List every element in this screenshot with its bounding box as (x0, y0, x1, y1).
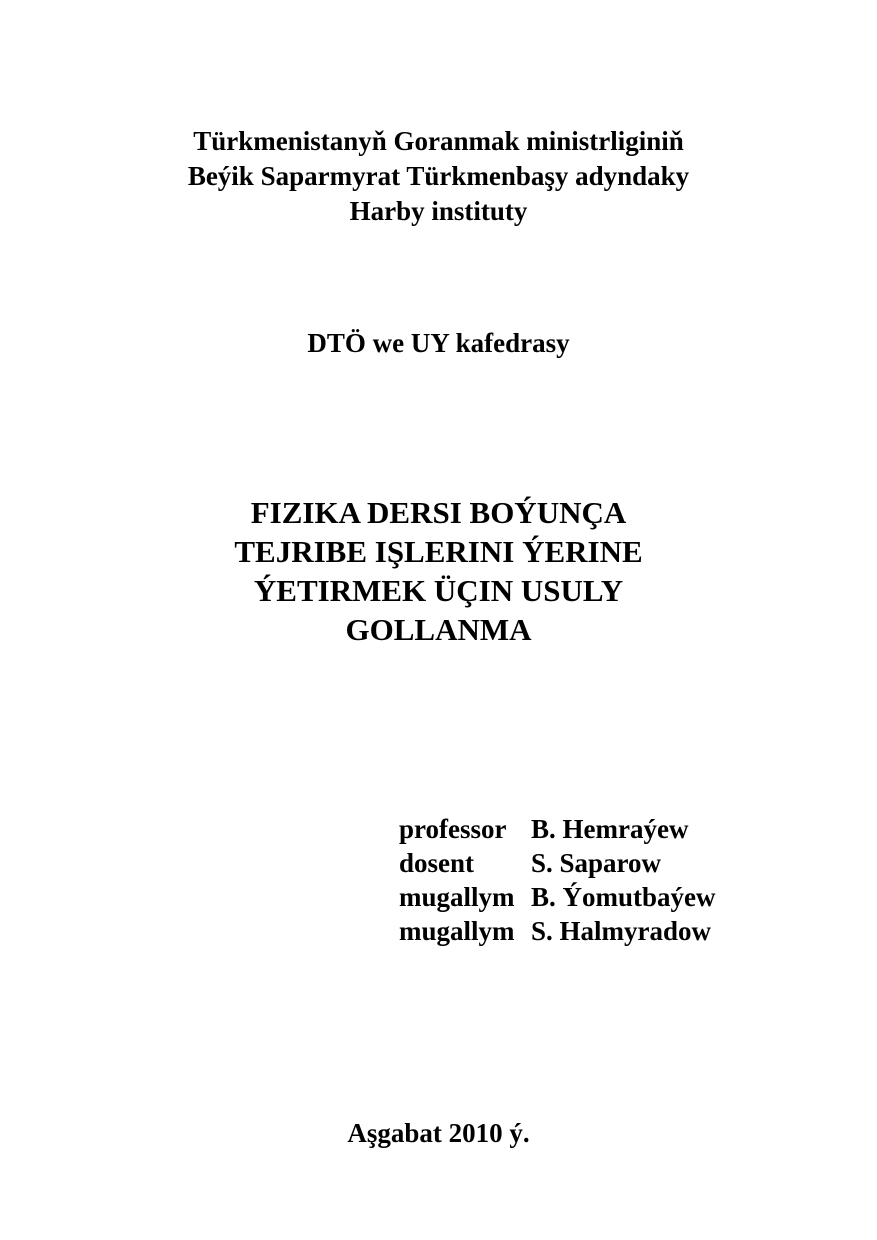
title-line: ÝETIRMEK ÜÇIN USULY (253, 573, 624, 608)
author-row (399, 846, 716, 880)
institution-line: Türkmenistanyň Goranmak ministrliginiň (193, 126, 684, 156)
author-row (399, 812, 716, 846)
author-name: S. Saparow (531, 848, 662, 878)
place-and-year: Aşgabat 2010 ý. (347, 1118, 530, 1148)
institution-line: Harby instituty (349, 196, 528, 226)
author-role: mugallym (399, 916, 515, 946)
institution-heading (0, 124, 877, 229)
author-role: mugallym (399, 882, 515, 912)
author-row (399, 880, 716, 914)
title-line: TEJRIBE IŞLERINI ÝERINE (234, 534, 643, 569)
author-role: professor (399, 814, 507, 844)
author-row (399, 914, 716, 948)
author-role: dosent (399, 848, 475, 878)
title-line: GOLLANMA (345, 612, 532, 647)
author-name: B. Hemraýew (531, 814, 689, 844)
institution-line: Beýik Saparmyrat Türkmenbaşy adyndaky (187, 161, 690, 191)
title-line: FIZIKA DERSI BOÝUNÇA (250, 495, 627, 530)
department-name: DTÖ we UY kafedrasy (307, 328, 570, 358)
author-name: S. Halmyradow (531, 916, 712, 946)
document-title (0, 493, 877, 649)
authors-list (399, 812, 716, 948)
author-name: B. Ýomutbaýew (531, 882, 716, 912)
